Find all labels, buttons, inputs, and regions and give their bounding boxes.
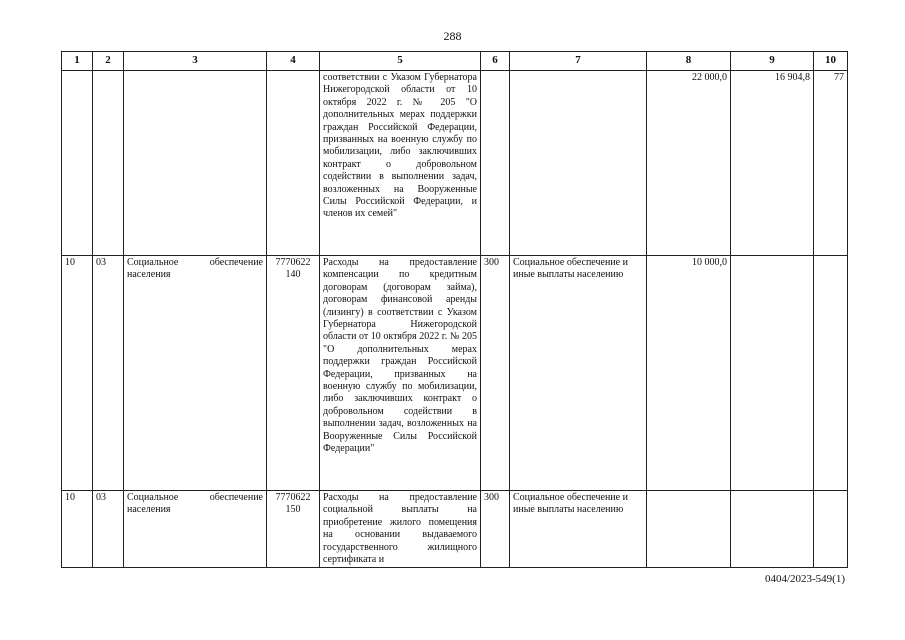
cell-target-code: 7770622 140 xyxy=(267,256,320,491)
cell-percent xyxy=(814,256,848,491)
cell-amount-actual xyxy=(731,491,814,568)
cell-description: соответствии с Указом Губернатора Нижегородской области от 10 октября 2022 г. № 205 "О дополнительных мерах поддержки граждан Российской Федерации, призванных на военную службу по мобилизации, либо заключивших контракт о добровольном содействии в выполнении задач, возложенных на Вооруженные Силы Российской Федерации, и членов их семей" xyxy=(320,71,481,256)
cell-section: 10 xyxy=(62,491,93,568)
cell-percent xyxy=(814,491,848,568)
cell-amount-plan: 22 000,0 xyxy=(647,71,731,256)
table-row xyxy=(62,491,848,568)
cell-expense-type-name: Социальное обеспечение и иные выплаты населению xyxy=(510,256,647,491)
table-row xyxy=(62,71,848,256)
cell-expense-type: 300 xyxy=(481,491,510,568)
cell-target-code xyxy=(267,71,320,256)
cell-expense-type-name xyxy=(510,71,647,256)
cell-description: Расходы на предоставление социальной выплаты на приобретение жилого помещения на основании выдаваемого государственного жилищного сертификата и xyxy=(320,491,481,568)
cell-description: Расходы на предоставление компенсации по кредитным договорам (договорам займа), договорам финансовой аренды (лизингу) в соответствии с Указом Губернатора Нижегородской области от 10 октября 2022 г. № 205 "О дополнительных мерах поддержки граждан Российской Федерации, призванных на военную службу по мобилизации, либо заключивших контракт о добровольном содействии в выполнении задач, возложенных на Вооруженные Силы Российской Федерации" xyxy=(320,256,481,491)
col-header-8: 8 xyxy=(647,52,731,71)
cell-amount-plan xyxy=(647,491,731,568)
col-header-2: 2 xyxy=(93,52,124,71)
page-number: 288 xyxy=(443,29,462,43)
col-header-9: 9 xyxy=(731,52,814,71)
cell-section-name: Социальное обеспечение населения xyxy=(124,256,267,491)
col-header-1: 1 xyxy=(62,52,93,71)
cell-subsection xyxy=(93,71,124,256)
cell-expense-type xyxy=(481,71,510,256)
table-row xyxy=(62,256,848,491)
cell-target-code: 7770622 150 xyxy=(267,491,320,568)
cell-section xyxy=(62,71,93,256)
cell-amount-actual: 16 904,8 xyxy=(731,71,814,256)
cell-expense-type-name: Социальное обеспечение и иные выплаты населению xyxy=(510,491,647,568)
col-header-6: 6 xyxy=(481,52,510,71)
col-header-7: 7 xyxy=(510,52,647,71)
cell-section-name: Социальное обеспечение населения xyxy=(124,491,267,568)
col-header-3: 3 xyxy=(124,52,267,71)
cell-subsection: 03 xyxy=(93,491,124,568)
col-header-5: 5 xyxy=(320,52,481,71)
budget-table xyxy=(61,51,848,568)
cell-amount-plan: 10 000,0 xyxy=(647,256,731,491)
cell-expense-type: 300 xyxy=(481,256,510,491)
cell-section: 10 xyxy=(62,256,93,491)
document-code: 0404/2023-549(1) xyxy=(764,573,845,585)
col-header-10: 10 xyxy=(814,52,848,71)
cell-amount-actual xyxy=(731,256,814,491)
header-row xyxy=(62,52,848,71)
cell-subsection: 03 xyxy=(93,256,124,491)
cell-section-name xyxy=(124,71,267,256)
cell-percent: 77 xyxy=(814,71,848,256)
col-header-4: 4 xyxy=(267,52,320,71)
